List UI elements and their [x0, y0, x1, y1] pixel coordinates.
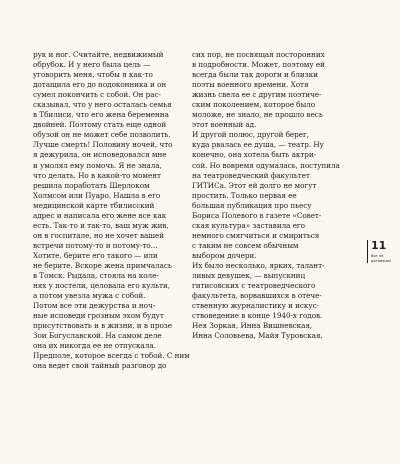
text-line: он в госпитале, но не хочет вашей: [33, 230, 165, 240]
text-line: Предполе, которое всегда с тобой. С ним: [33, 351, 190, 361]
text-line: с таким не совсем обычным: [192, 240, 299, 250]
chapter-marker: [367, 240, 397, 263]
text-line: я дежурила, он исповедовался мне: [33, 150, 167, 160]
chapter-subtitle: Вот не дотянешь!: [371, 254, 392, 263]
text-line: моложе, не знало, не прошло весь: [192, 110, 323, 120]
text-line: в Тбилиси, что его жена беременна: [33, 110, 169, 120]
text-line: ствоведение в конце 1940-х годов.: [192, 311, 323, 321]
text-line: в подробности. Может, поэтому ей: [192, 60, 325, 70]
text-line: ливых девушек, — выпускниц: [192, 271, 306, 281]
text-line: этот военный ад.: [192, 120, 257, 130]
text-line: она ведет свой тайный разговор до: [33, 361, 167, 371]
text-line: гитисовских с театроведческого: [192, 281, 316, 291]
text-line: в Томск. Рыдала, стояла на коле-: [33, 271, 159, 281]
text-line: сих пор, не посвящая посторонних: [192, 50, 325, 59]
text-line: ГИТИСа. Этот ей долго не могут: [192, 180, 317, 190]
text-line: а потом увезла мужа с собой.: [33, 291, 146, 301]
text-line: ским поколением, которое было: [192, 100, 316, 110]
text-line: поэты военного времени. Хотя: [192, 80, 309, 90]
text-line: нях у постели, целовала его культи,: [33, 281, 171, 291]
text-line: и умолял ему помочь. Я не знала,: [33, 160, 162, 170]
text-line: решила поработать Шерлоком: [33, 180, 150, 190]
text-line: двойней. Поэтому стать еще одной: [33, 120, 167, 130]
text-line: куда рвалась ее душа, — театр. Ну: [192, 140, 324, 150]
text-line: что делать. Но в какой-то момент: [33, 170, 161, 180]
text-line: дотащила его до подоконника и он: [33, 80, 167, 90]
text-line: И другой полюс, другой берег,: [192, 130, 309, 140]
text-line: немного смягчиться и смириться: [192, 230, 320, 240]
text-line: простить. Только первая ее: [192, 190, 297, 200]
text-line: обузой он не может себе позволить.: [33, 130, 171, 140]
text-line: конечно, она хотела быть актри-: [192, 150, 317, 160]
text-line: сой. Но вовремя одумалась, поступила: [192, 160, 340, 170]
text-line: Холмсом или Пуаро. Нашла в его: [33, 190, 161, 200]
text-line: рук и ног. Считайте, недвижимый: [33, 50, 164, 59]
chapter-number: 11: [371, 239, 387, 252]
text-line: присутствовать и в жизни, и в прозе: [33, 321, 172, 331]
text-line: встречи потому-то и потому-то...: [33, 240, 158, 250]
text-line: на театроведческий факультет: [192, 170, 310, 180]
text-line: адрес и написала его жене все как: [33, 210, 167, 220]
text-line: она их никогда ее не отпускала.: [33, 341, 156, 351]
text-line: Инна Соловьева, Майя Туровская,: [192, 331, 323, 341]
text-line: Их было несколько, ярких, талант-: [192, 260, 325, 270]
left-text-column: [33, 50, 190, 372]
text-line: медицинской карте тбилисский: [33, 200, 155, 210]
text-line: выбором дочери.: [192, 250, 257, 260]
text-line: большая публикация про пьесу: [192, 200, 312, 210]
text-line: обрубок. И у него была цель —: [33, 60, 151, 70]
text-line: всегда были так дороги и близки: [192, 70, 318, 80]
text-line: ные исповеди грозным эхом будут: [33, 311, 164, 321]
text-line: ская культура» заставила его: [192, 220, 305, 230]
text-line: Бориса Полевого в газете «Совет-: [192, 210, 322, 220]
text-line: Хотите, берите его такого — или: [33, 250, 158, 260]
text-line: факультета, ворвавшихся в отече-: [192, 291, 322, 301]
text-line: Зои Богуславской. На самом деле: [33, 331, 162, 341]
right-text-column: [192, 50, 338, 341]
text-line: Нея Зоркая, Инна Вишневская,: [192, 321, 313, 331]
text-line: жизнь свела ее с другим поэтиче-: [192, 90, 322, 100]
text-line: есть. Так-то и так-то, ваш муж жив,: [33, 220, 169, 230]
text-line: ственную журналистику и искус-: [192, 301, 320, 311]
text-line: уговорить меня, чтобы я как-то: [33, 70, 153, 80]
text-line: сумел покончить с собой. Он рас-: [33, 90, 161, 100]
text-line: сказывал, что у него осталась семья: [33, 100, 172, 110]
text-line: Лучше смерть! Половину ночей, что: [33, 140, 173, 150]
text-line: не берите. Вскоре жена примчалась: [33, 260, 172, 270]
text-line: Потом все эти дежурства и ноч-: [33, 301, 156, 311]
